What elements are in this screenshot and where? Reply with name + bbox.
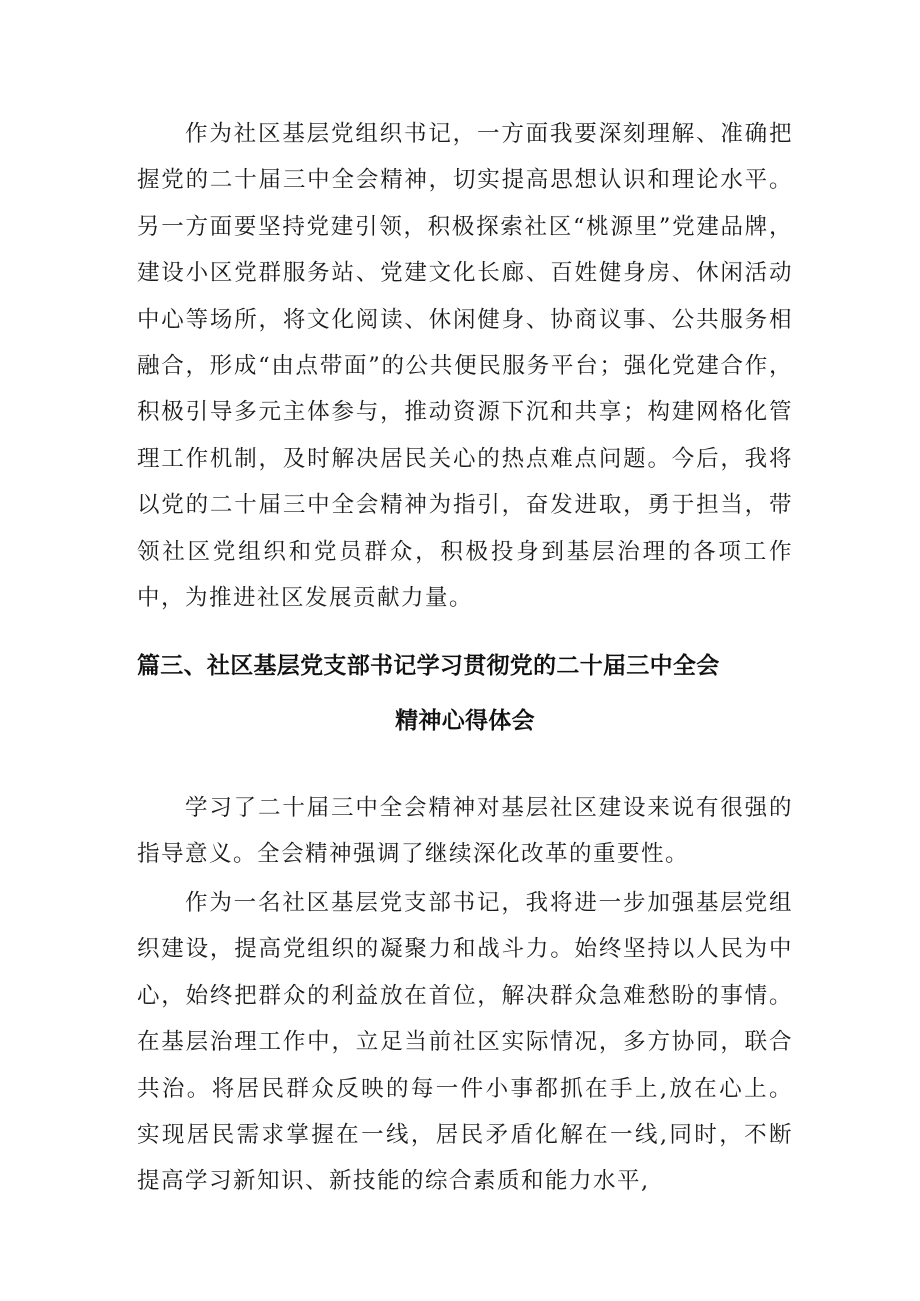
body-paragraph-community-secretary: 作为社区基层党组织书记，一方面我要深刻理解、准确把握党的二十届三中全会精神，切实提高思想认识和理论水平。另一方面要坚持党建引领，积极探索社区“桃源里”党建品牌，建设小区党群服务站、党建文化长廊、百姓健身房、休闲活动中心等场所，将文化阅读、休闲健身、协商议事、公共服务相融合，形成“由点带面”的公共便民服务平台；强化党建合作，积极引导多元主体参与，推动资源下沉和共享；构建网格化管理工作机制，及时解决居民关心的热点难点问题。今后，我将以党的二十届三中全会精神为指引，奋发进取，勇于担当，带领社区党组织和党员群众，积极投身到基层治理的各项工作中，为推进社区发展贡献力量。	[137, 121, 793, 612]
section-heading-line-2: 精神心得体会	[395, 708, 535, 734]
body-paragraph-branch-secretary: 作为一名社区基层党支部书记，我将进一步加强基层党组织建设，提高党组织的凝聚力和战斗力。始终坚持以人民为中心，始终把群众的利益放在首位，解决群众急难愁盼的事情。在基层治理工作中，立足当前社区实际情况，多方协同，联合共治。将居民群众反映的每一件小事都抓在手上,放在心上。实现居民需求掌握在一线，居民矛盾化解在一线,同时，不断提高学习新知识、新技能的综合素质和能力水平,	[137, 890, 793, 1195]
section-heading-line-1: 篇三、社区基层党支部书记学习贯彻党的二十届三中全会	[137, 653, 720, 679]
body-paragraph-study-significance: 学习了二十届三中全会精神对基层社区建设来说有很强的指导意义。全会精神强调了继续深化改革的重要性。	[137, 795, 793, 868]
